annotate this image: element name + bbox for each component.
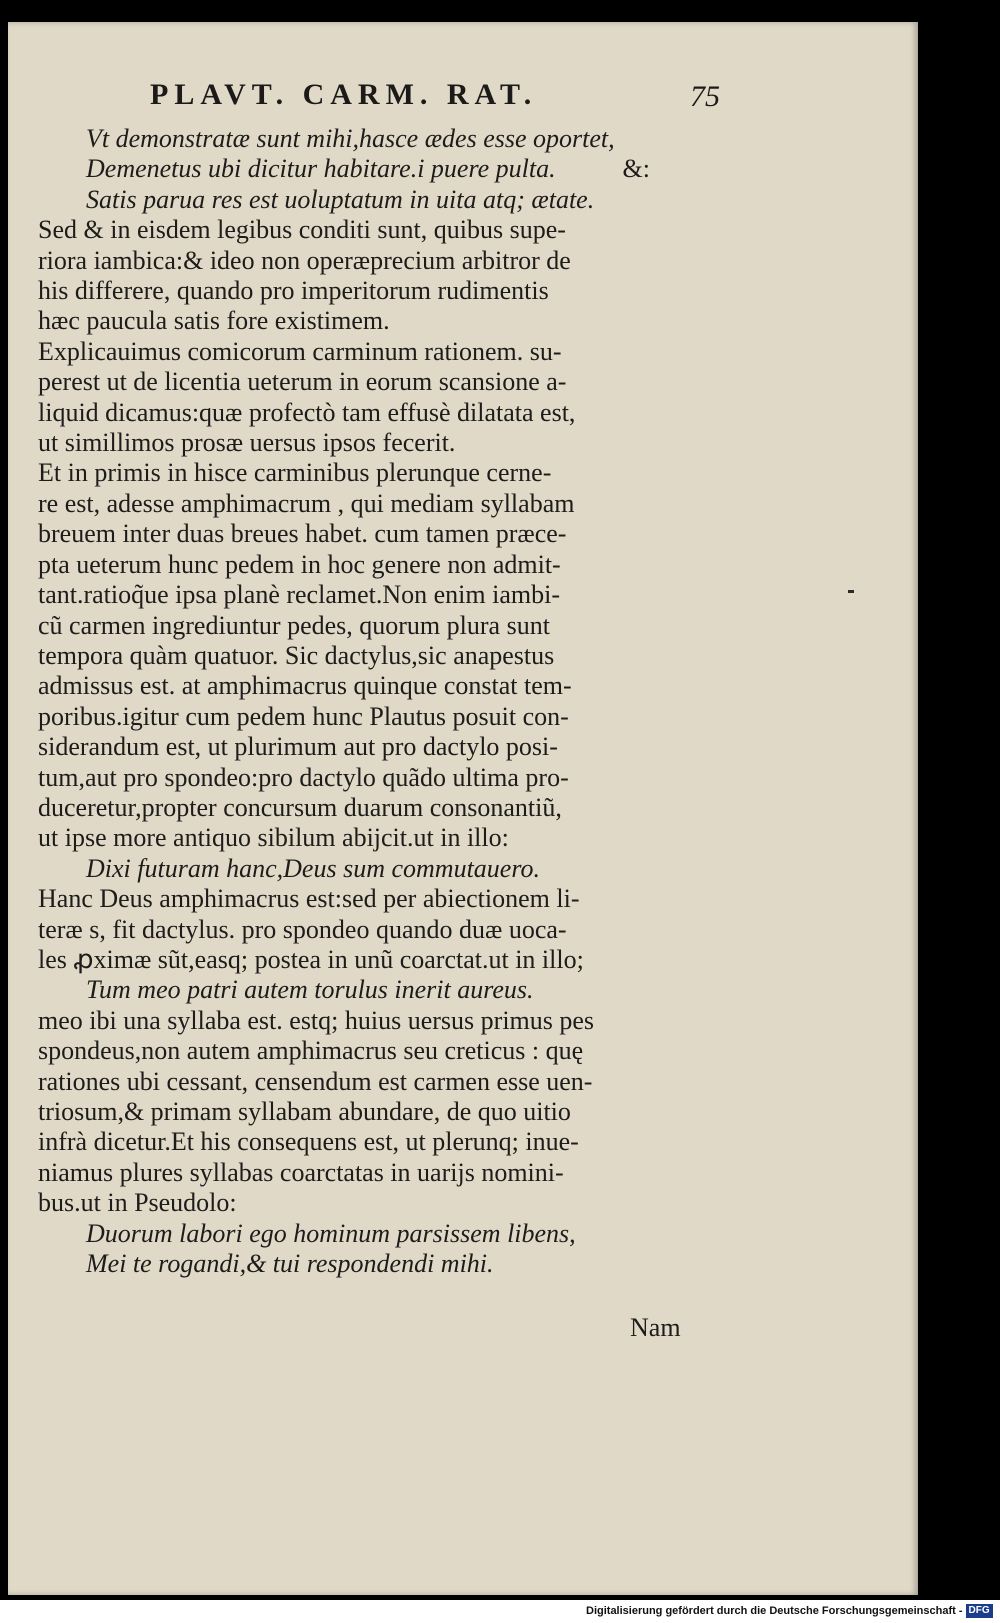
text-line [38,458,708,488]
line-text: riora iambica:& ideo non operæprecium arbitror de [38,245,571,275]
text-line [38,1127,708,1157]
text-line [38,550,708,580]
line-text: rationes ubi cessant, censendum est carmen esse uen- [38,1066,593,1096]
text-line [38,611,708,641]
line-text: infrà dicetur.Et his consequens est, ut plerunq; inue- [38,1127,579,1157]
line-text: teræ s, fit dactylus. pro spondeo quando duæ uoca- [38,914,567,944]
line-text: perest ut de licentia ueterum in eorum scansione a- [38,367,567,397]
dfg-logo: DFG [966,1604,993,1618]
text-line [38,276,708,306]
verse-line [38,154,708,184]
text-line [38,763,708,793]
text-line [38,398,708,428]
running-head: PLAVT. CARM. RAT. [150,78,538,111]
line-text: les ꝓximæ sũt,easq; postea in unũ coarctat.ut in illo; [38,944,584,974]
verse-line [38,854,708,884]
text-line [38,306,708,336]
line-text: Duorum labori ego hominum parsissem libens, [86,1218,576,1248]
text-line [38,884,708,914]
text-line [38,428,708,458]
text-line [38,1036,708,1066]
line-text: Tum meo patri autem torulus inerit aureus. [86,975,534,1005]
line-text: tant.ratioq̃ue ipsa planè reclamet.Non enim iambi- [38,580,560,610]
line-text: pta ueterum hunc pedem in hoc genere non admit- [38,549,561,579]
line-text: tempora quàm quatuor. Sic dactylus,sic anapestus [38,640,555,670]
body-text [38,124,708,1279]
margin-mark [848,590,854,593]
line-text: duceretur,propter concursum duarum consonantiũ, [38,792,562,822]
text-line [38,671,708,701]
line-text: admissus est. at amphimacrus quinque constat tem- [38,671,572,701]
text-line [38,1188,708,1218]
footer-text: Digitalisierung gefördert durch die Deutsche Forschungsgemeinschaft - [586,1604,963,1617]
text-line [38,1097,708,1127]
text-line [38,915,708,945]
line-text: his differere, quando pro imperitorum rudimentis [38,276,549,306]
line-text: spondeus,non autem amphimacrus seu creticus : quę [38,1036,584,1066]
line-text: re est, adesse amphimacrum , qui mediam syllabam [38,488,575,518]
line-text: ut simillimos prosæ uersus ipsos fecerit. [38,428,456,458]
text-line [38,246,708,276]
text-line [38,489,708,519]
text-line [38,732,708,762]
text-line [38,580,708,610]
line-text: Demenetus ubi dicitur habitare.i puere pulta. [86,154,556,184]
text-line [38,215,708,245]
line-text: Hanc Deus amphimacrus est:sed per abiectionem li- [38,884,580,914]
verse-line [38,124,708,154]
line-text: Dixi futuram hanc,Deus sum commutauero. [86,853,540,883]
line-text: poribus.igitur cum pedem hunc Plautus posuit con- [38,701,569,731]
line-text: triosum,& primam syllabam abundare, de quo uitio [38,1097,571,1126]
line-text: tum,aut pro spondeo:pro dactylo quãdo ultima pro- [38,762,569,792]
text-line [38,1067,708,1097]
line-text: bus.ut in Pseudolo: [38,1188,237,1218]
line-text: Et in primis in hisce carminibus plerunque cerne- [38,458,552,488]
line-trailer: &: [622,154,650,184]
text-line [38,1006,708,1036]
line-text: cũ carmen ingrediuntur pedes, quorum plura sunt [38,610,550,640]
verse-line [38,185,708,215]
line-text: Mei te rogandi,& tui respondendi mihi. [86,1249,494,1279]
text-line [38,945,708,975]
catchword: Nam [630,1313,681,1342]
text-line [38,519,708,549]
line-text: niamus plures syllabas coarctatas in uarijs nomini- [38,1157,564,1187]
line-text: meo ibi una syllaba est. estq; huius uersus primus pes [38,1005,595,1035]
text-line [38,702,708,732]
verse-line [38,1249,708,1279]
page-number: 75 [690,80,720,113]
line-text: ut ipse more antiquo sibilum abijcit.ut in illo: [38,823,509,853]
line-text: Satis parua res est uoluptatum in uita atq; ætate. [86,184,595,214]
text-line [38,337,708,367]
text-line [38,367,708,397]
text-line [38,641,708,671]
text-line [38,823,708,853]
line-text: Sed & in eisdem legibus conditi sunt, quibus supe- [38,215,566,245]
text-line [38,1158,708,1188]
line-text: Explicauimus comicorum carminum rationem. su- [38,336,562,366]
line-text: hæc paucula satis fore existimem. [38,306,390,336]
verse-line [38,975,708,1005]
verse-line [38,1219,708,1249]
line-text: siderandum est, ut plurimum aut pro dactylo posi- [38,732,558,762]
line-text: liquid dicamus:quæ profectò tam effusè dilatata est, [38,397,576,427]
line-text: Vt demonstratæ sunt mihi,hasce ædes esse oportet, [86,124,615,153]
text-line [38,793,708,823]
page-header [150,78,720,118]
digitization-footer [586,1604,996,1622]
line-text: breuem inter duas breues habet. cum tamen præce- [38,519,567,549]
